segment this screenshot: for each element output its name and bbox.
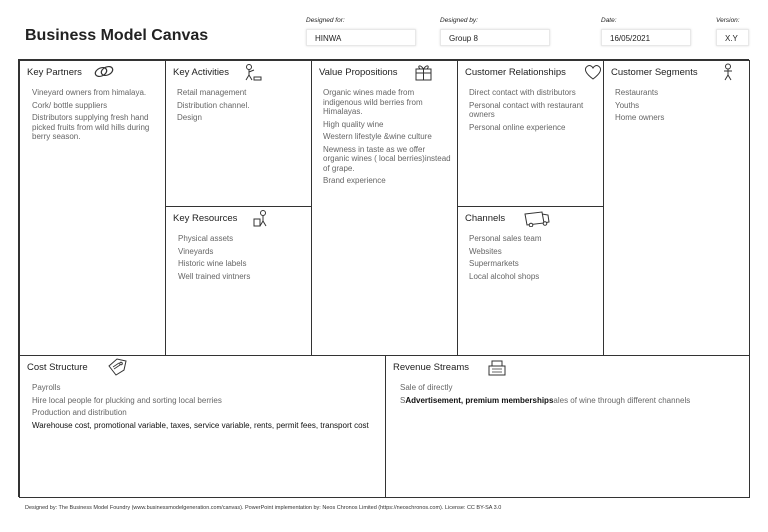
list-item: Design: [177, 113, 202, 122]
factory-worker-icon: [251, 209, 273, 227]
footer-credits: Designed by: The Business Model Foundry (www.businessmodelgeneration.com/canvas). PowerPoint implementation by: Neos Chronos Limited (https://neoschronos.com). License: CC BY-SA 3.0: [25, 505, 502, 511]
key-activities-block: [165, 60, 312, 207]
list-item: Vineyards: [178, 246, 214, 256]
channels-title: Channels: [465, 213, 506, 224]
key-activities-title: Key Activities: [173, 67, 229, 78]
list-item: Vineyard owners from himalaya.: [32, 88, 147, 97]
list-item: [400, 396, 740, 406]
revenue-line-bold: Advertisement, premium memberships: [405, 395, 554, 405]
key-resources-list: [178, 234, 306, 284]
list-item: Warehouse cost, promotional variable, taxes, service variable, rents, permit fees, transport cost: [32, 420, 369, 430]
date-label: Date:: [601, 17, 617, 24]
list-item: Brand experience: [323, 176, 386, 185]
channels-list: [469, 234, 599, 284]
list-item: Hire local people for plucking and sorting local berries: [32, 395, 222, 405]
worker-icon: [241, 63, 263, 81]
price-tag-icon: [106, 358, 128, 376]
key-partners-title: Key Partners: [27, 67, 82, 78]
value-propositions-block: [311, 60, 458, 356]
list-item: Production and distribution: [32, 408, 127, 417]
list-item: Local alcohol shops: [469, 271, 540, 281]
heart-icon: [582, 63, 604, 81]
list-item: Newness in taste as we offer organic wines ( local berries)instead of grape.: [323, 144, 451, 173]
date-field[interactable]: 16/05/2021: [601, 29, 691, 46]
list-item: Historic wine labels: [178, 259, 247, 268]
revenue-line-prefix: S: [400, 395, 406, 405]
list-item: Payrolls: [32, 383, 61, 392]
cost-structure-list: [32, 383, 372, 433]
list-item: Distribution channel.: [177, 100, 250, 110]
list-item: Youths: [615, 100, 640, 110]
gift-icon: [413, 63, 435, 81]
revenue-streams-block: [385, 355, 750, 498]
designed-by-label: Designed by:: [440, 17, 478, 24]
list-item: Well trained vintners: [178, 271, 251, 281]
key-partners-list: [32, 88, 154, 145]
channels-block: [457, 206, 604, 356]
customer-segments-block: [603, 60, 750, 356]
list-item: Western lifestyle &wine culture: [323, 132, 432, 141]
customer-segments-list: [615, 88, 745, 126]
truck-icon: [523, 209, 551, 227]
customer-relationships-block: [457, 60, 604, 207]
revenue-streams-title: Revenue Streams: [393, 362, 470, 373]
cost-structure-block: [19, 355, 386, 498]
list-item: High quality wine: [323, 119, 384, 129]
customer-segments-title: Customer Segments: [611, 67, 698, 78]
version-label: Version:: [716, 17, 740, 24]
key-resources-title: Key Resources: [173, 213, 238, 224]
list-item: Distributors supplying fresh hand picked fruits from wild hills during berry season.: [32, 113, 150, 141]
value-propositions-title: Value Propositions: [319, 67, 398, 78]
cash-register-icon: [486, 358, 508, 376]
list-item: Sale of directly: [400, 383, 453, 392]
revenue-line-suffix: ales of wine through different channels: [553, 395, 691, 405]
list-item: Organic wines made from indigenous wild berries from Himalayas.: [323, 88, 423, 116]
list-item: Physical assets: [178, 234, 234, 243]
page-title: Business Model Canvas: [25, 27, 209, 44]
designed-by-field[interactable]: Group 8: [440, 29, 550, 46]
cost-structure-title: Cost Structure: [27, 362, 88, 373]
list-item: Direct contact with distributors: [469, 88, 576, 97]
list-item: Personal sales team: [469, 234, 542, 243]
key-resources-block: [165, 206, 312, 356]
list-item: Cork/ bottle suppliers: [32, 100, 108, 110]
chain-link-icon: [93, 63, 115, 81]
value-propositions-list: [323, 88, 453, 189]
designed-for-field[interactable]: HINWA: [306, 29, 416, 46]
list-item: Home owners: [615, 113, 665, 122]
list-item: Retail management: [177, 88, 247, 97]
revenue-streams-list: [400, 383, 740, 408]
version-field[interactable]: X.Y: [716, 29, 749, 46]
key-activities-list: [177, 88, 305, 126]
list-item: Restaurants: [615, 88, 659, 97]
list-item: Supermarkets: [469, 259, 519, 268]
list-item: Personal online experience: [469, 122, 566, 132]
customer-relationships-title: Customer Relationships: [465, 67, 566, 78]
key-partners-block: [19, 60, 166, 356]
list-item: Personal contact with restaurant owners: [469, 100, 584, 119]
designed-for-label: Designed for:: [306, 17, 345, 24]
person-icon: [717, 63, 739, 81]
list-item: Websites: [469, 246, 502, 256]
customer-relationships-list: [469, 88, 599, 135]
business-model-canvas: [18, 59, 749, 497]
